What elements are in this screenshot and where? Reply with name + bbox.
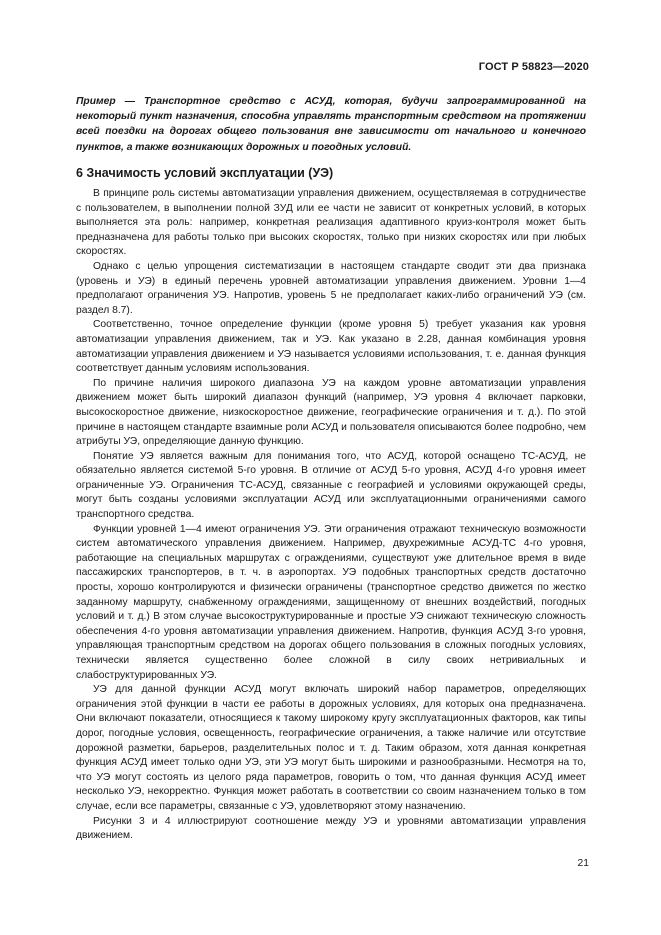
paragraph: Понятие УЭ является важным для понимания того, что АСУД, которой оснащено ТС-АСУД, не обязательно является системой 5-го уровня. В отличие от АСУД 5-го уровня, АСУД 4-го уровня имеет ограниченные УЭ. Ограничения ТС-АСУД, связанные с географией и условиями окружающей среды, могут быть созданы условиями эксплуатации АСУД или эксплуатационными ограничениями самого транспортного средства. bbox=[76, 450, 586, 521]
paragraph: Рисунки 3 и 4 иллюстрируют соотношение между УЭ и уровнями автоматизации управления движением. bbox=[76, 815, 586, 842]
page-number: 21 bbox=[577, 858, 589, 869]
paragraph: Однако с целью упрощения систематизации в настоящем стандарте сводит эти два признака (уровень и УЭ) в единый перечень уровней автоматизации управления движением. Уровни 1—4 предполагают ограничения УЭ. Напротив, уровень 5 не предполагает каких-либо ограничений УЭ (см. раздел 8.7). bbox=[76, 260, 586, 316]
section-body bbox=[76, 187, 586, 844]
example-note: Пример — Транспортное средство с АСУД, которая, будучи запрограммированной на некоторый пункт назначения, способна управлять транспортным средством на протяжении всей поездки на дорогах общего пользования вне зависимости от начального и конечного пунктов, а также возникающих дорожных и погодных условий. bbox=[76, 96, 586, 153]
section-heading: 6 Значимость условий эксплуатации (УЭ) bbox=[76, 166, 334, 180]
paragraph: Функции уровней 1—4 имеют ограничения УЭ. Эти ограничения отражают техническую возможности систем автоматического управления движением. Например, двухрежимные АСУД-ТС 4-го уровня, работающие на специальных маршрутах с ограждениями, существуют уже длительное время в виде пассажирских транспортеров, в т. ч. в аэропортах. УЭ подобных транспортных средств достаточно просты, хорошо контролируются и физически ограничены (транспортное средство движется по жестко заданному маршруту, снабженному ограждениями, защищенному от внешних воздействий, погодных условий и т. д.) В этом случае высокоструктурированные и простые УЭ снижают техническую сложность обеспечения 4-го уровня автоматизации управления движением. Напротив, функция АСУД 3-го уровня, управляющая транспортным средством на дорогах общего пользования в сложных погодных условиях, технически является существенно более сложной в силу своих нетривиальных и слабоструктурированных УЭ. bbox=[76, 523, 586, 681]
paragraph: В принципе роль системы автоматизации управления движением, осуществляемая в сотрудничестве с пользователем, в выполнении полной ЗУД или ее части не зависит от конкретных условий, в которых выполняется эта роль: например, конкретная реализация адаптивного круиз-контроля может быть предназначена для работы только при высоких скоростях, только при низких скоростях или при любых скоростях. bbox=[76, 188, 586, 258]
paragraph: УЭ для данной функции АСУД могут включать широкий набор параметров, определяющих ограничения этой функции в части ее работы в дорожных условиях, для которых она предназначена. Они включают показатели, относящиеся к такому широкому кругу эксплуатационных факторов, как типы дорог, погодные условия, освещенность, географические ограничения, а также наличие или отсутствие дорожной разметки, барьеров, разделительных полос и т. д. Таким образом, хотя данная конкретная функция АСУД имеет только одни УЭ, эти УЭ могут быть широкими и разнообразными. Несмотря на то, что УЭ могут состоять из целого ряда параметров, говорить о том, что данная функция АСУД имеет несколько УЭ, некорректно. Функция может работать в соответствии со своим назначением только в том случае, если все параметры, связанные с УЭ, удовлетворяют этому назначению. bbox=[76, 684, 586, 812]
paragraph: Соответственно, точное определение функции (кроме уровня 5) требует указания как уровня автоматизации управления движением, так и УЭ. Как указано в 2.28, данная комбинация уровня автоматизации управления движением и УЭ называется условиями использования, т. е. данная функция соответствует данным условиям использования. bbox=[76, 319, 586, 375]
standard-code: ГОСТ Р 58823—2020 bbox=[478, 61, 589, 73]
paragraph: По причине наличия широкого диапазона УЭ на каждом уровне автоматизации управления движением может быть широкий диапазон функций (например, УЭ уровня 4 включает парковки, высокоскоростное движение, низкоскоростное движение, географические ограничения и т. д.). По этой причине в настоящем стандарте взаимные роли АСУД и пользователя описываются более подробно, чем атрибуты УЭ, определяющие данную функцию. bbox=[76, 377, 586, 448]
